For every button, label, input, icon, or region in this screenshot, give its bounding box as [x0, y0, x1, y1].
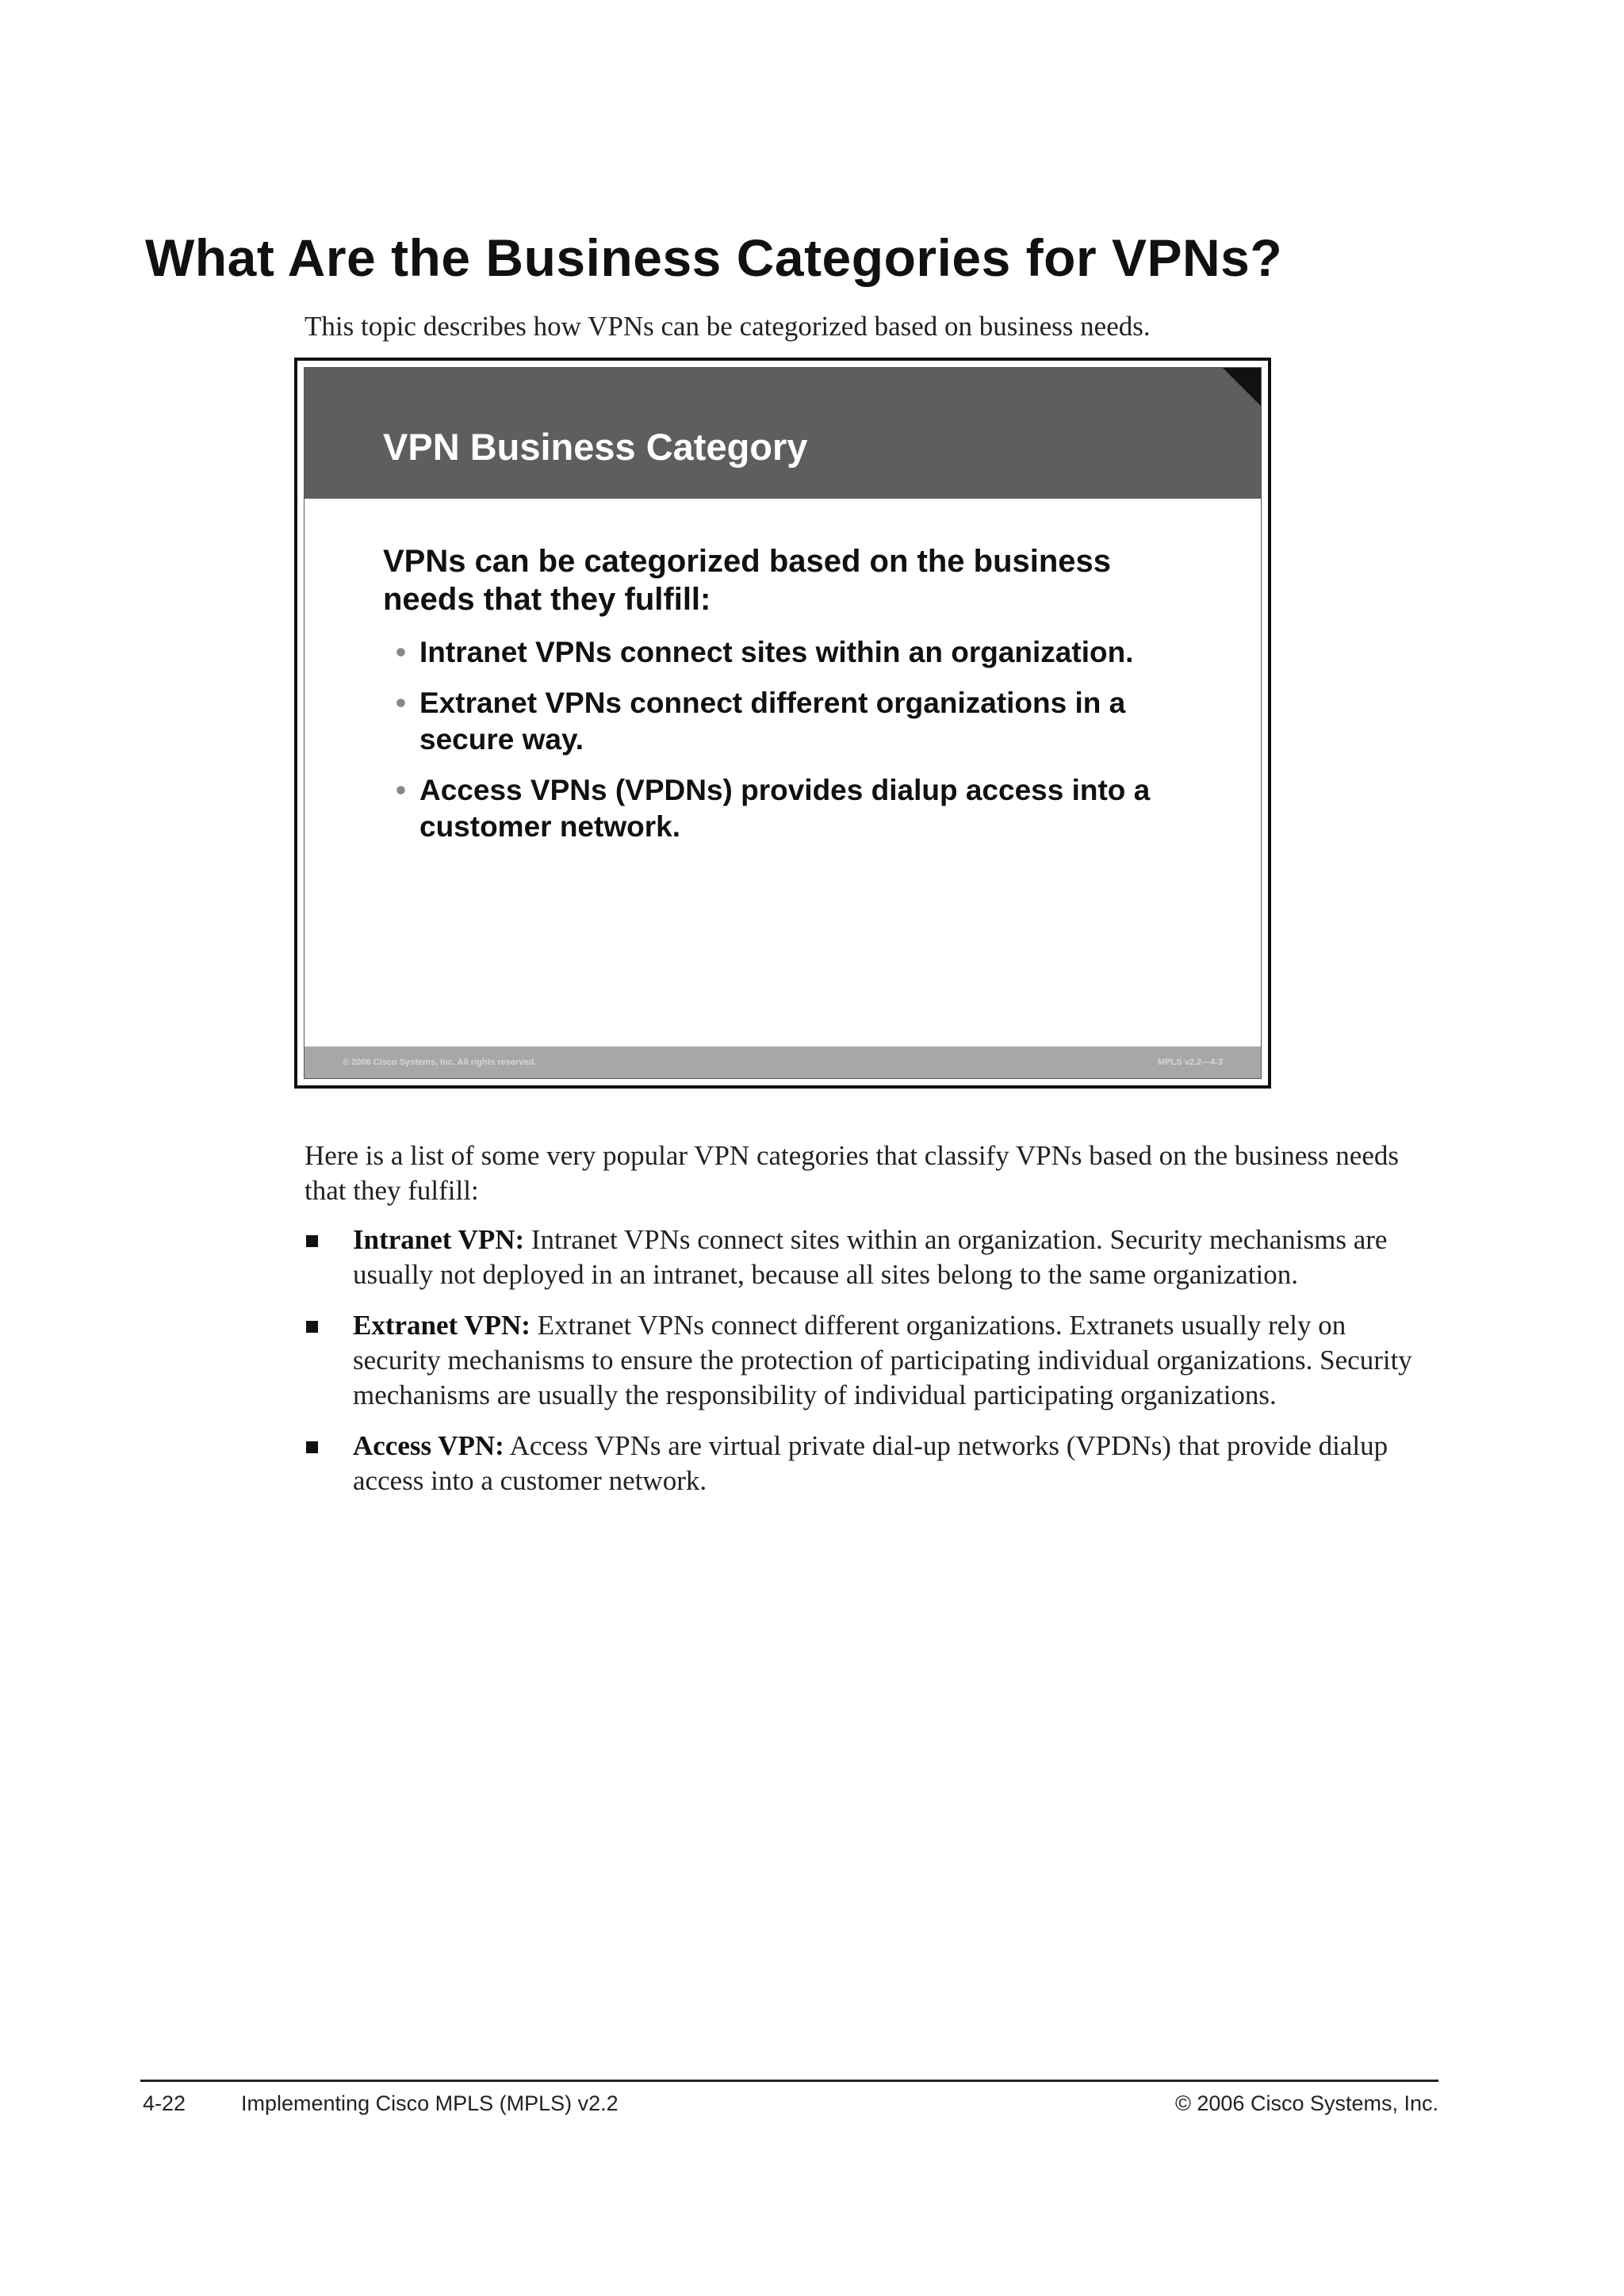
footer-divider: [140, 2080, 1438, 2082]
page-title: What Are the Business Categories for VPNs?: [145, 228, 1283, 287]
slide-footer-bar: [304, 1047, 1261, 1078]
topic-intro: This topic describes how VPNs can be categorized based on business needs.: [304, 311, 1151, 342]
list-item-term: Access VPN:: [353, 1430, 504, 1461]
slide-footer-id: MPLS v2.2—4-3: [1158, 1058, 1223, 1067]
bullet-dot-icon: •: [396, 636, 406, 668]
list-item-text: Intranet VPNs connect sites within an organization. Security mechanisms are usually not deployed in an intranet, because all sites belong to the same organization.: [353, 1224, 1388, 1290]
slide-bullet-item: [396, 634, 1197, 671]
book-title: Implementing Cisco MPLS (MPLS) v2.2: [241, 2091, 619, 2115]
slide-bullet-list: [396, 634, 1197, 859]
list-item: [304, 1429, 1431, 1498]
slide-bullet-item: [396, 685, 1197, 758]
slide-bullet-text: Extranet VPNs connect different organizations in a secure way.: [419, 687, 1126, 756]
slide-image: [294, 358, 1271, 1089]
list-item: [304, 1223, 1431, 1292]
bullet-dot-icon: •: [396, 774, 406, 806]
slide-lead-text: VPNs can be categorized based on the business needs that they fulfill:: [383, 544, 1112, 617]
square-bullet-icon: [306, 1321, 318, 1333]
corner-triangle-icon: [1223, 368, 1261, 406]
footer-copyright: © 2006 Cisco Systems, Inc.: [1174, 2091, 1438, 2115]
page-number: 4-22: [143, 2091, 186, 2115]
slide-title: VPN Business Category: [383, 426, 808, 468]
bullet-dot-icon: •: [396, 687, 406, 719]
slide-footer-copyright: © 2006 Cisco Systems, Inc. All rights reserved.: [343, 1058, 537, 1067]
slide-bullet-text: Access VPNs (VPDNs) provides dialup access into a customer network.: [419, 774, 1151, 843]
list-item-term: Intranet VPN:: [353, 1224, 525, 1255]
slide-bullet-item: [396, 772, 1197, 845]
square-bullet-icon: [306, 1235, 318, 1247]
slide-header-bar: [304, 368, 1261, 499]
list-item-term: Extranet VPN:: [353, 1310, 530, 1341]
list-item-text: Access VPNs are virtual private dial-up networks (VPDNs) that provide dialup access into a customer network.: [353, 1430, 1388, 1496]
slide-bullet-text: Intranet VPNs connect sites within an organization.: [419, 636, 1134, 668]
list-item: [304, 1308, 1431, 1413]
slide-frame: [304, 367, 1262, 1079]
body-paragraph: Here is a list of some very popular VPN categories that classify VPNs based on the business needs that they fulfill:: [304, 1140, 1399, 1206]
list-item-text: Extranet VPNs connect different organizations. Extranets usually rely on security mechanisms to ensure the protection of participating individual organizations. Security mechanisms are usually the responsibility of individual participating organizations.: [353, 1310, 1412, 1410]
vpn-category-list: [304, 1223, 1431, 1514]
square-bullet-icon: [306, 1441, 318, 1453]
